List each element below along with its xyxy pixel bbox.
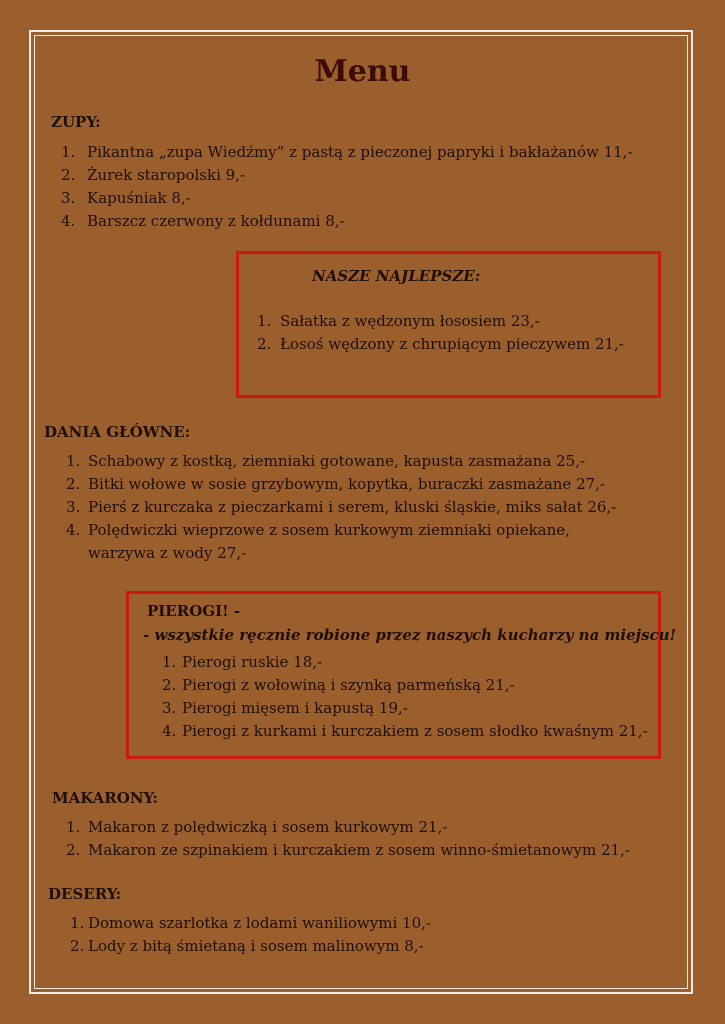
item-text: Sałatka z wędzonym łososiem 23,-: [280, 312, 540, 330]
list-item: [162, 697, 648, 720]
list-item: [162, 674, 648, 697]
pierogi-subheading: - wszystkie ręcznie robione przez naszych kucharzy na miejscu!: [143, 626, 677, 644]
item-number: 3.: [66, 498, 81, 516]
item-number: 1.: [162, 653, 177, 671]
item-text: Makaron ze szpinakiem i kurczakiem z sosem winno-śmietanowym 21,-: [88, 841, 630, 859]
item-text: Pierś z kurczaka z pieczarkami i serem, kluski śląskie, miks sałat 26,-: [88, 498, 617, 516]
item-text: Pierogi ruskie 18,-: [182, 653, 323, 671]
list-item: [66, 473, 616, 496]
list-item: [70, 912, 431, 935]
item-number: 4.: [162, 722, 177, 740]
item-text: Makaron z polędwiczką i sosem kurkowym 21,-: [88, 818, 448, 836]
list-item: [66, 816, 630, 839]
list-item: [61, 164, 633, 187]
item-text: Pikantna „zupa Wiedźmy” z pastą z pieczonej papryki i bakłażanów 11,-: [87, 143, 633, 161]
item-text: Lody z bitą śmietaną i sosem malinowym 8,-: [88, 937, 424, 955]
item-text: Pierogi mięsem i kapustą 19,-: [182, 699, 408, 717]
item-number: 2.: [162, 676, 177, 694]
list-item: [66, 496, 616, 519]
list-item: [70, 935, 431, 958]
section-heading-desery: DESERY:: [48, 885, 122, 903]
list-item-continuation: [66, 542, 616, 565]
list-item: [257, 310, 624, 333]
item-text: Pierogi z wołowiną i szynką parmeńską 21,-: [182, 676, 515, 694]
item-number: 4.: [66, 521, 81, 539]
item-text: Domowa szarlotka z lodami waniliowymi 10,-: [88, 914, 431, 932]
item-text: Pierogi z kurkami i kurczakiem z sosem słodko kwaśnym 21,-: [182, 722, 648, 740]
section-heading-makarony: MAKARONY:: [52, 789, 158, 807]
list-item: [61, 187, 633, 210]
item-number: 1.: [70, 914, 85, 932]
item-number: 1.: [66, 452, 81, 470]
item-text: warzywa z wody 27,-: [88, 544, 247, 562]
list-pierogi: [162, 651, 648, 743]
list-item: [66, 839, 630, 862]
item-number: 2.: [61, 166, 76, 184]
item-number: 4.: [61, 212, 76, 230]
item-text: Schabowy z kostką, ziemniaki gotowane, kapusta zasmażana 25,-: [88, 452, 586, 470]
list-item: [66, 450, 616, 473]
item-number: 3.: [162, 699, 177, 717]
list-zupy: [61, 141, 633, 233]
section-heading-zupy: ZUPY:: [51, 113, 101, 131]
item-text: Barszcz czerwony z kołdunami 8,-: [87, 212, 345, 230]
list-item: [66, 519, 616, 542]
item-text: Łosoś wędzony z chrupiącym pieczywem 21,-: [280, 335, 624, 353]
item-number: 2.: [66, 841, 81, 859]
item-number: 1.: [257, 312, 272, 330]
list-item: [257, 333, 624, 356]
list-item: [162, 720, 648, 743]
item-number: 2.: [257, 335, 272, 353]
list-dania: [66, 450, 616, 565]
list-item: [61, 141, 633, 164]
menu-title: Menu: [314, 54, 411, 89]
item-number: 1.: [61, 143, 76, 161]
section-heading-pierogi: PIEROGI! -: [147, 602, 241, 620]
item-text: Polędwiczki wieprzowe z sosem kurkowym ziemniaki opiekane,: [88, 521, 570, 539]
item-text: Kapuśniak 8,-: [87, 189, 191, 207]
section-heading-najlepsze: NASZE NAJLEPSZE:: [312, 267, 481, 285]
item-text: Bitki wołowe w sosie grzybowym, kopytka, buraczki zasmażane 27,-: [88, 475, 605, 493]
list-item: [61, 210, 633, 233]
section-heading-dania: DANIA GŁÓWNE:: [44, 423, 191, 441]
item-number: 2.: [70, 937, 85, 955]
item-number: 2.: [66, 475, 81, 493]
list-desery: [70, 912, 431, 958]
list-najlepsze: [257, 310, 624, 356]
list-makarony: [66, 816, 630, 862]
item-number: 1.: [66, 818, 81, 836]
item-number: 3.: [61, 189, 76, 207]
list-item: [162, 651, 648, 674]
item-text: Żurek staropolski 9,-: [87, 166, 246, 184]
